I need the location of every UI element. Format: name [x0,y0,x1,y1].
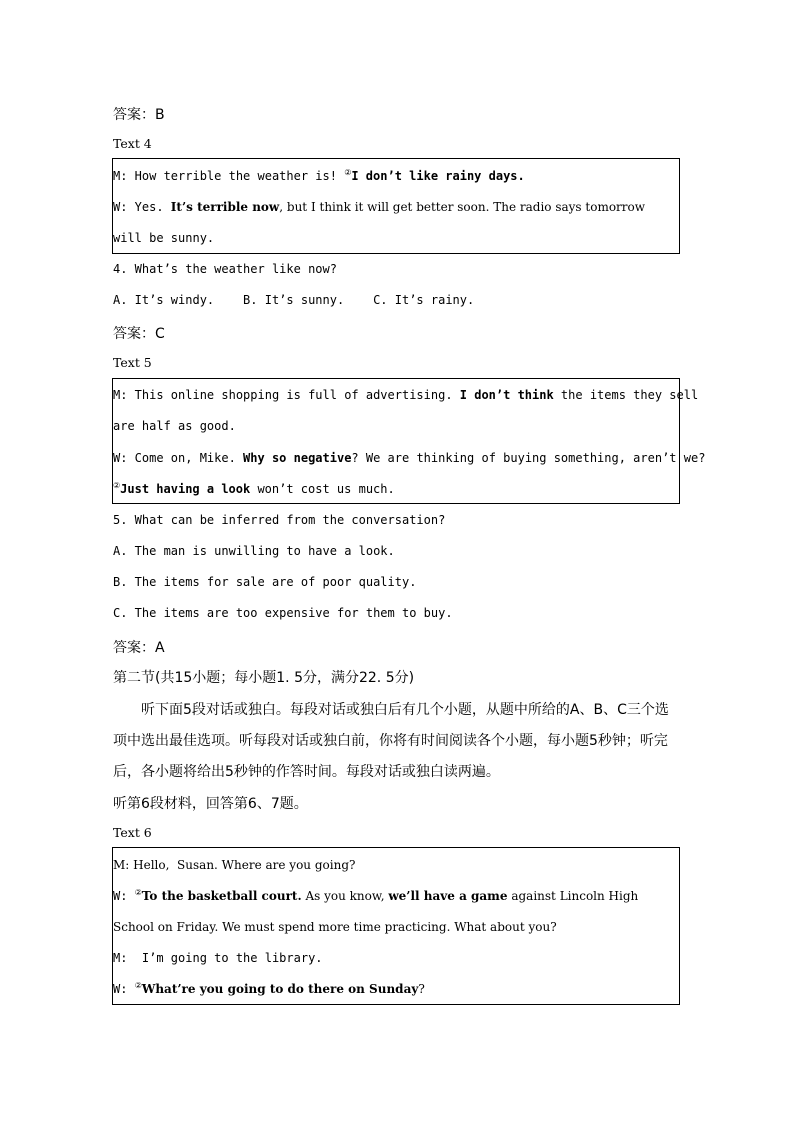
dialogue-line: W: ②To the basketball court. As you know, we’ll have a game against Lincoln High [113,888,639,903]
dialogue-line: M: Hello, Susan. Where are you going? [113,858,356,872]
question-text: 5. What can be inferred from the conversation? [113,513,446,527]
text-heading: Text 6 [113,825,152,840]
option-a: A. The man is unwilling to have a look. [113,544,395,558]
option-c: C. The items are too expensive for them to buy. [113,606,453,620]
dialogue-line: M: This online shopping is full of advertising. I don’t think the items they sell [113,388,699,402]
dialogue-line: W: Come on, Mike. Why so negative? We are thinking of buying something, aren’t we? [113,451,706,465]
section-paragraph: 项中选出最佳选项。听每段对话或独白前，你将有时间阅读各个小题，每小题5秒钟；听完 [113,733,668,749]
answer-line: 答案：A [113,640,165,656]
section-paragraph: 后，各小题将给出5秒钟的作答时间。每段对话或独白读两遍。 [113,764,500,780]
text-heading: Text 4 [113,136,152,151]
section-title: 第二节(共15小题；每小题1. 5分，满分22. 5分) [113,670,415,686]
dialogue-line: are half as good. [113,419,236,433]
answer-line: 答案：B [113,107,165,123]
dialogue-line: M: I’m going to the library. [113,951,323,965]
dialogue-line: School on Friday. We must spend more time practicing. What about you? [113,920,557,934]
question-text: 4. What’s the weather like now? [113,262,337,276]
dialogue-box-text6 [112,847,680,1005]
dialogue-line: W: Yes. It’s terrible now, but I think it will get better soon. The radio says tomorrow [113,200,646,214]
section-instruction: 听第6段材料，回答第6、7题。 [113,796,308,812]
dialogue-line: will be sunny. [113,231,215,245]
answer-line: 答案：C [113,326,165,342]
section-paragraph: 听下面5段对话或独白。每段对话或独白后有几个小题，从题中所给的A、B、C三个选 [141,702,669,718]
text-heading: Text 5 [113,355,152,370]
dialogue-line: ②Just having a look won’t cost us much. [113,481,395,496]
option-b: B. The items for sale are of poor quality. [113,575,417,589]
dialogue-box-text4 [112,158,680,254]
dialogue-line: M: How terrible the weather is! ②I don’t like rainy days. [113,168,525,183]
dialogue-line: W: ②What’re you going to do there on Sunday? [113,981,425,996]
dialogue-box-text5 [112,378,706,504]
question-options: A. It’s windy. B. It’s sunny. C. It’s rainy. [113,293,475,307]
